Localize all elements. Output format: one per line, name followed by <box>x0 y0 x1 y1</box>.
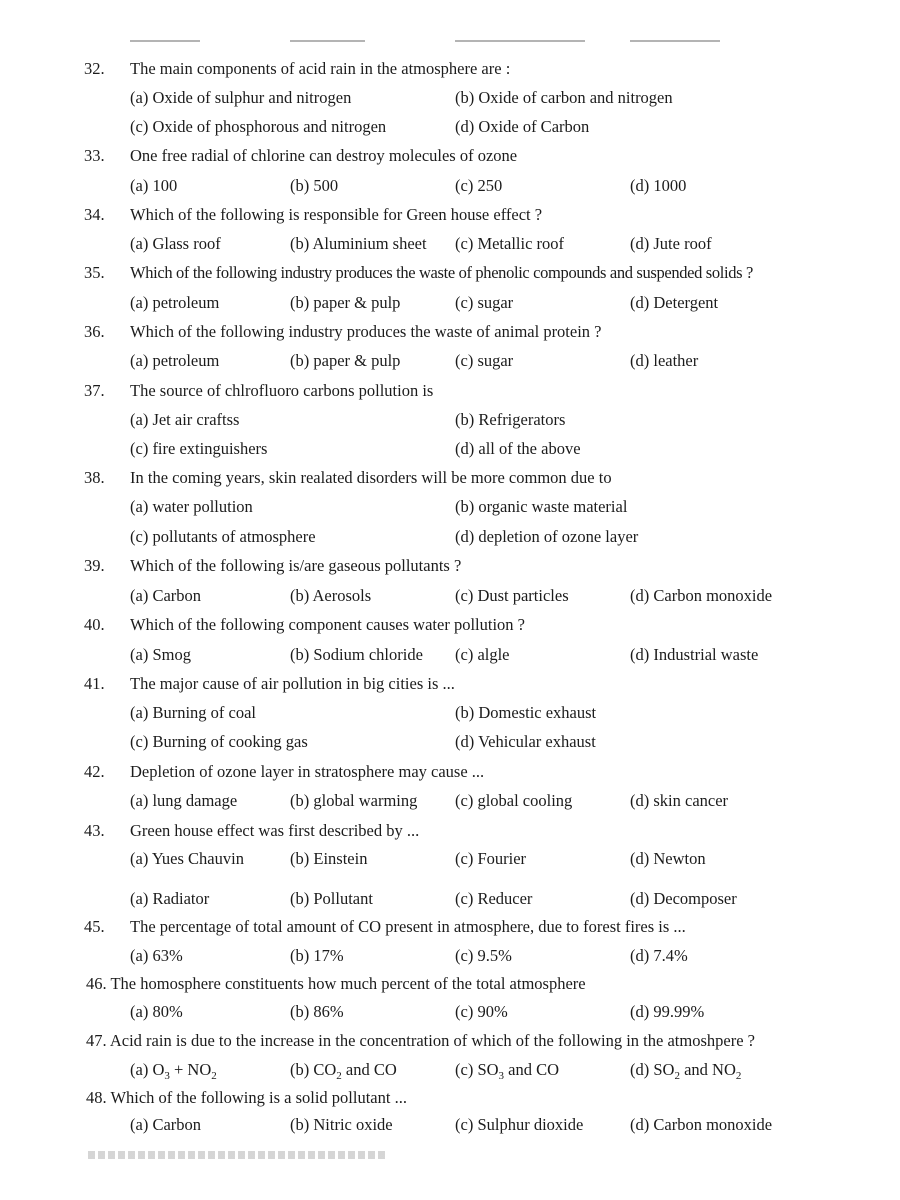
question-text: The percentage of total amount of CO present in atmosphere, due to forest fires is ... <box>130 917 686 936</box>
question-number: 39. <box>84 556 105 575</box>
option-b: (b) $CO_2$ and CO <box>290 1060 397 1082</box>
options-row <box>0 1056 900 1084</box>
option-d: (d) leather <box>630 351 699 370</box>
question-number: 47. <box>86 1031 107 1050</box>
option-d: (d) Detergent <box>630 293 719 312</box>
option-a: (a) Yues Chauvin <box>130 849 244 868</box>
options-row <box>0 885 900 913</box>
question-40 <box>0 611 900 639</box>
option-d: (d) Jute roof <box>630 234 712 253</box>
question-text: The major cause of air pollution in big cities is ... <box>130 674 455 693</box>
question-number: 36. <box>84 322 105 341</box>
option-c: (c) fire extinguishers <box>130 439 268 458</box>
option-d: (d) Decomposer <box>630 889 737 908</box>
question-33 <box>0 142 900 170</box>
options-row <box>0 172 900 200</box>
question-number: 38. <box>84 468 105 487</box>
option-a: (a) $O_3 + NO_2$ <box>130 1060 217 1082</box>
question-body: Which of the following is a solid pollutant ... <box>110 1088 407 1107</box>
question-39 <box>0 552 900 580</box>
option-b: (b) global warming <box>290 791 418 810</box>
option-c: (c) Burning of cooking gas <box>130 732 308 751</box>
question-47 <box>0 1027 900 1055</box>
option-c: (c) 250 <box>455 176 503 195</box>
options-row <box>0 1111 900 1139</box>
question-number: 33. <box>84 146 105 165</box>
question-number: 48. <box>86 1088 107 1107</box>
question-number: 42. <box>84 762 105 781</box>
option-c: (c) Fourier <box>455 849 527 868</box>
options-row <box>0 435 900 463</box>
option-b: (b) Pollutant <box>290 889 373 908</box>
question-number: 35. <box>84 263 105 282</box>
option-d: (d) Oxide of Carbon <box>455 117 590 136</box>
option-c: (c) Dust particles <box>455 586 569 605</box>
cropped-next-line <box>88 1151 388 1159</box>
option-c: (c) $SO_3$ and CO <box>455 1060 560 1082</box>
option-c: (c) Reducer <box>455 889 533 908</box>
question-text: One free radial of chlorine can destroy molecules of ozone <box>130 146 518 165</box>
question-number: 41. <box>84 674 105 693</box>
option-b: (b) 86% <box>290 1002 344 1021</box>
question-46 <box>0 970 900 998</box>
option-b: (b) Refrigerators <box>455 410 566 429</box>
option-c: (c) Sulphur dioxide <box>455 1115 584 1134</box>
option-b: (b) Nitric oxide <box>290 1115 393 1134</box>
option-a: (a) Carbon <box>130 586 202 605</box>
option-c: (c) pollutants of atmosphere <box>130 527 316 546</box>
question-45 <box>0 913 900 941</box>
question-32 <box>0 55 900 83</box>
options-row <box>0 845 900 873</box>
option-d: (d) skin cancer <box>630 791 729 810</box>
option-d: (d) Carbon monoxide <box>630 586 773 605</box>
cropped-previous-line <box>130 40 730 46</box>
option-a: (a) 100 <box>130 176 178 195</box>
option-b: (b) Domestic exhaust <box>455 703 597 722</box>
option-c: (c) Oxide of phosphorous and nitrogen <box>130 117 387 136</box>
question-text: Green house effect was first described by ... <box>130 821 420 840</box>
question-number: 43. <box>84 821 105 840</box>
option-c: (c) sugar <box>455 293 514 312</box>
options-row <box>0 84 900 112</box>
option-b: (b) Einstein <box>290 849 368 868</box>
option-b: (b) Aluminium sheet <box>290 234 427 253</box>
question-text <box>86 1084 407 1112</box>
option-b: (b) Sodium chloride <box>290 645 423 664</box>
options-row <box>0 728 900 756</box>
option-d: (d) depletion of ozone layer <box>455 527 639 546</box>
options-row <box>0 230 900 258</box>
option-b: (b) paper & pulp <box>290 293 401 312</box>
option-a: (a) Burning of coal <box>130 703 256 722</box>
option-b: (b) Aerosols <box>290 586 372 605</box>
question-43 <box>0 817 900 845</box>
option-a: (a) petroleum <box>130 351 220 370</box>
question-number: 45. <box>84 917 105 936</box>
question-41 <box>0 670 900 698</box>
option-d: (d) 1000 <box>630 176 687 195</box>
option-a: (a) Carbon <box>130 1115 202 1134</box>
option-d: (d) Carbon monoxide <box>630 1115 773 1134</box>
option-d: (d) 99.99% <box>630 1002 705 1021</box>
question-text: Depletion of ozone layer in stratosphere may cause ... <box>130 762 485 781</box>
option-d: (d) all of the above <box>455 439 581 458</box>
question-text <box>86 1027 755 1055</box>
question-text: Which of the following industry produces the waste of phenolic compounds and suspended solids ? <box>130 263 753 282</box>
option-b: (b) 500 <box>290 176 339 195</box>
option-c: (c) algle <box>455 645 510 664</box>
options-row <box>0 641 900 669</box>
option-b: (b) 17% <box>290 946 344 965</box>
option-d: (d) $SO_2$ and $NO_2$ <box>630 1060 742 1082</box>
option-d: (d) Industrial waste <box>630 645 759 664</box>
question-number: 40. <box>84 615 105 634</box>
option-a: (a) Jet air craftss <box>130 410 240 429</box>
question-text: In the coming years, skin realated disorders will be more common due to <box>130 468 612 487</box>
question-number: 34. <box>84 205 105 224</box>
question-text: Which of the following is/are gaseous pollutants ? <box>130 556 462 575</box>
option-a: (a) water pollution <box>130 497 253 516</box>
question-37 <box>0 377 900 405</box>
options-row <box>0 787 900 815</box>
option-c: (c) 90% <box>455 1002 508 1021</box>
question-35 <box>0 259 900 287</box>
option-d: (d) 7.4% <box>630 946 688 965</box>
options-row <box>0 113 900 141</box>
options-row <box>0 582 900 610</box>
option-b: (b) Oxide of carbon and nitrogen <box>455 88 673 107</box>
option-a: (a) 80% <box>130 1002 183 1021</box>
option-a: (a) lung damage <box>130 791 238 810</box>
option-b: (b) paper & pulp <box>290 351 401 370</box>
question-48 <box>0 1084 900 1112</box>
option-c: (c) 9.5% <box>455 946 512 965</box>
question-34 <box>0 201 900 229</box>
question-text: Which of the following industry produces the waste of animal protein ? <box>130 322 602 341</box>
options-row <box>0 493 900 521</box>
option-a: (a) petroleum <box>130 293 220 312</box>
option-a: (a) 63% <box>130 946 183 965</box>
question-number: 37. <box>84 381 105 400</box>
question-38 <box>0 464 900 492</box>
option-d: (d) Newton <box>630 849 706 868</box>
options-row <box>0 347 900 375</box>
question-text: The source of chlrofluoro carbons pollution is <box>130 381 434 400</box>
question-number: 32. <box>84 59 105 78</box>
question-text: The main components of acid rain in the atmosphere are : <box>130 59 511 78</box>
options-row <box>0 699 900 727</box>
option-a: (a) Smog <box>130 645 191 664</box>
option-c: (c) Metallic roof <box>455 234 565 253</box>
options-row <box>0 523 900 551</box>
option-b: (b) organic waste material <box>455 497 628 516</box>
option-a: (a) Glass roof <box>130 234 221 253</box>
question-body: Acid rain is due to the increase in the concentration of which of the following in the atmoshpere ? <box>109 1031 755 1050</box>
option-d: (d) Vehicular exhaust <box>455 732 596 751</box>
question-body: The homosphere constituents how much percent of the total atmosphere <box>110 974 586 993</box>
option-a: (a) Oxide of sulphur and nitrogen <box>130 88 352 107</box>
option-a: (a) Radiator <box>130 889 210 908</box>
question-42 <box>0 758 900 786</box>
options-row <box>0 942 900 970</box>
question-36 <box>0 318 900 346</box>
question-number: 46. <box>86 974 107 993</box>
question-text: Which of the following component causes water pollution ? <box>130 615 525 634</box>
option-c: (c) global cooling <box>455 791 573 810</box>
question-text <box>86 970 586 998</box>
question-text: Which of the following is responsible for Green house effect ? <box>130 205 543 224</box>
option-c: (c) sugar <box>455 351 514 370</box>
options-row <box>0 998 900 1026</box>
options-row <box>0 289 900 317</box>
options-row <box>0 406 900 434</box>
